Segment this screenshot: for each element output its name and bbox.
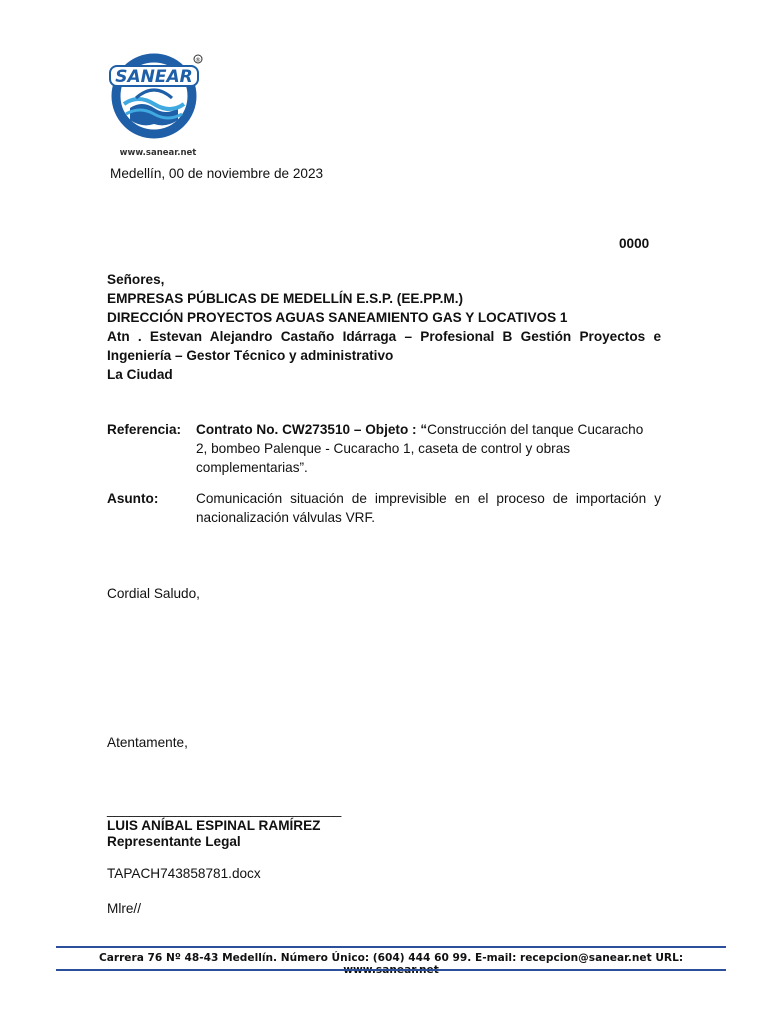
reference-line-1 [196,422,643,437]
initials: Mlre// [107,901,141,916]
signer-name: LUIS ANÍBAL ESPINAL RAMÍREZ [107,818,321,833]
reference-object: Construcción del tanque Cucaracho [427,422,644,437]
reference-line-3: complementarias”. [196,460,308,475]
sanear-logo [108,48,204,164]
footer-top-rule [56,946,726,948]
reference-line-2: 2, bombeo Palenque - Cucaracho 1, caseta de control y obras [196,441,571,456]
document-number: 0000 [619,236,650,251]
signer-title: Representante Legal [107,834,241,849]
subject-label: Asunto: [107,491,159,506]
recipient-attention: Atn . Estevan Alejandro Castaño Idárraga – Profesional B Gestión Proyectos e [107,329,661,344]
file-name: TAPACH743858781.docx [107,866,261,881]
recipient-company: EMPRESAS PÚBLICAS DE MEDELLÍN E.S.P. (EE.PP.M.) [107,291,464,306]
closing: Atentamente, [107,735,188,750]
footer-bottom-rule [56,969,726,971]
subject-line-1: Comunicación situación de imprevisible en el proceso de importación y [196,491,661,506]
recipient-department: DIRECCIÓN PROYECTOS AGUAS SANEAMIENTO GAS Y LOCATIVOS 1 [107,310,568,325]
recipient-city: La Ciudad [107,367,173,382]
subject-line-2: nacionalización válvulas VRF. [196,510,376,525]
greeting: Cordial Saludo, [107,586,200,601]
reference-label: Referencia: [107,422,182,437]
logo-url: www.sanear.net [119,148,197,158]
registered-mark: ® [195,57,201,64]
signature-line: _______________________________ [107,802,342,817]
footer-contact: Carrera 76 Nº 48-43 Medellín. Número Único: (604) 444 60 99. E-mail: recepcion@sanear.net URL: [98,952,684,964]
date-line: Medellín, 00 de noviembre de 2023 [110,166,324,181]
recipient-attention-cont: Ingeniería – Gestor Técnico y administrativo [107,348,394,363]
logo-wordmark: SANEAR [115,67,193,87]
salutation: Señores, [107,272,165,287]
reference-contract: Contrato No. CW273510 – Objeto : “ [196,422,428,437]
